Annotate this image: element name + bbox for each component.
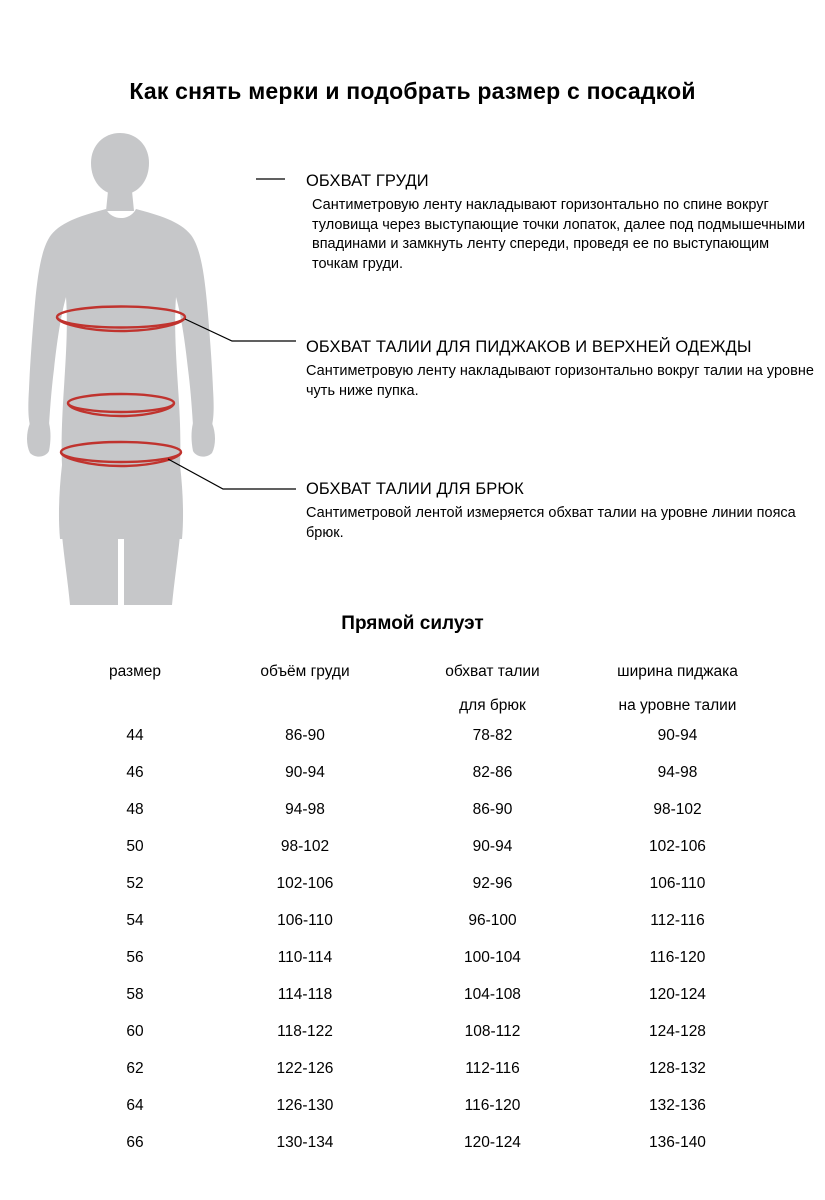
cell-chest: 114-118 — [277, 985, 333, 1003]
table-row — [60, 902, 770, 939]
size-table — [60, 660, 770, 1161]
cell-jacket-width: 120-124 — [649, 985, 706, 1003]
cell-waist: 112-116 — [465, 1059, 520, 1077]
cell-chest: 94-98 — [285, 800, 325, 818]
col-header-jacket-width: ширина пиджака на уровне талии — [617, 663, 738, 714]
table-row — [60, 976, 770, 1013]
cell-chest: 86-90 — [285, 726, 325, 744]
cell-waist: 86-90 — [472, 800, 513, 818]
cell-waist: 96-100 — [468, 911, 517, 929]
cell-chest: 106-110 — [277, 911, 333, 929]
cell-waist: 120-124 — [464, 1133, 521, 1151]
cell-jacket-width: 94-98 — [657, 763, 698, 781]
callout-chest — [306, 172, 806, 274]
cell-chest: 98-102 — [280, 837, 330, 855]
cell-waist: 82-86 — [472, 763, 513, 781]
size-table-body — [60, 717, 770, 1161]
table-row — [60, 1087, 770, 1124]
measurement-figure — [18, 125, 308, 605]
callout-waist-trousers-body: Сантиметровой лентой измеряется обхват талии на уровне линии пояса брюк. — [306, 505, 796, 541]
table-row — [60, 1124, 770, 1161]
cell-size: 52 — [126, 874, 144, 892]
cell-chest: 118-122 — [277, 1022, 333, 1040]
cell-size: 62 — [126, 1059, 144, 1077]
cell-jacket-width: 128-132 — [649, 1059, 706, 1077]
callout-waist-trousers-title: ОБХВАТ ТАЛИИ ДЛЯ БРЮК — [306, 480, 524, 498]
callout-waist-trousers — [306, 480, 806, 543]
cell-size: 48 — [126, 800, 144, 818]
cell-waist: 92-96 — [472, 874, 513, 892]
cell-waist: 90-94 — [472, 837, 513, 855]
table-row — [60, 865, 770, 902]
cell-size: 60 — [126, 1022, 144, 1040]
cell-size: 54 — [126, 911, 144, 929]
cell-waist: 116-120 — [464, 1096, 521, 1114]
cell-jacket-width: 136-140 — [649, 1133, 706, 1151]
cell-waist: 108-112 — [464, 1022, 521, 1040]
table-row — [60, 791, 770, 828]
cell-jacket-width: 98-102 — [653, 800, 702, 818]
body-silhouette — [27, 133, 215, 605]
cell-chest: 110-114 — [277, 948, 333, 966]
callout-chest-body: Сантиметровую ленту накладывают горизонтально по спине вокруг туловища через выступающие точки лопаток, далее под подмышечными впадинами и замкнуть ленту спереди, проведя ее по выступающим точкам груди. — [312, 197, 806, 272]
cell-chest: 90-94 — [285, 763, 325, 781]
cell-size: 56 — [126, 948, 144, 966]
cell-jacket-width: 124-128 — [649, 1022, 706, 1040]
callout-waist-jacket-body: Сантиметровую ленту накладывают горизонтально вокруг талии на уровне чуть ниже пупка. — [306, 363, 814, 399]
callout-waist-jacket-title: ОБХВАТ ТАЛИИ ДЛЯ ПИДЖАКОВ И ВЕРХНЕЙ ОДЕЖДЫ — [306, 338, 752, 356]
col-header-chest: объём груди — [260, 663, 350, 680]
cell-waist: 78-82 — [472, 726, 513, 744]
table-row — [60, 1013, 770, 1050]
table-row — [60, 754, 770, 791]
cell-jacket-width: 112-116 — [650, 911, 705, 929]
callout-waist-jacket — [306, 338, 816, 401]
callout-chest-title: ОБХВАТ ГРУДИ — [306, 172, 429, 190]
cell-size: 66 — [126, 1133, 144, 1151]
cell-chest: 130-134 — [276, 1133, 334, 1151]
table-row — [60, 939, 770, 976]
cell-jacket-width: 116-120 — [649, 948, 706, 966]
leader-waist-trousers — [168, 459, 296, 489]
cell-waist: 104-108 — [464, 985, 521, 1003]
cell-size: 50 — [126, 837, 144, 855]
page-title: Как снять мерки и подобрать размер с посадкой — [129, 78, 696, 104]
table-header-row — [60, 660, 770, 717]
cell-size: 58 — [126, 985, 144, 1003]
cell-chest: 102-106 — [276, 874, 334, 892]
size-table-title: Прямой силуэт — [341, 613, 484, 634]
cell-size: 64 — [126, 1096, 144, 1114]
cell-size: 44 — [126, 726, 144, 744]
table-row — [60, 1050, 770, 1087]
col-header-size: размер — [108, 663, 162, 680]
cell-jacket-width: 102-106 — [649, 837, 706, 855]
col-header-waist: обхват талии для брюк — [445, 663, 540, 714]
cell-waist: 100-104 — [464, 948, 521, 966]
cell-jacket-width: 106-110 — [649, 874, 706, 892]
table-row — [60, 717, 770, 754]
cell-jacket-width: 90-94 — [657, 726, 698, 744]
table-row — [60, 828, 770, 865]
cell-jacket-width: 132-136 — [649, 1096, 706, 1114]
cell-size: 46 — [126, 763, 144, 781]
cell-chest: 122-126 — [276, 1059, 334, 1077]
cell-chest: 126-130 — [276, 1096, 334, 1114]
